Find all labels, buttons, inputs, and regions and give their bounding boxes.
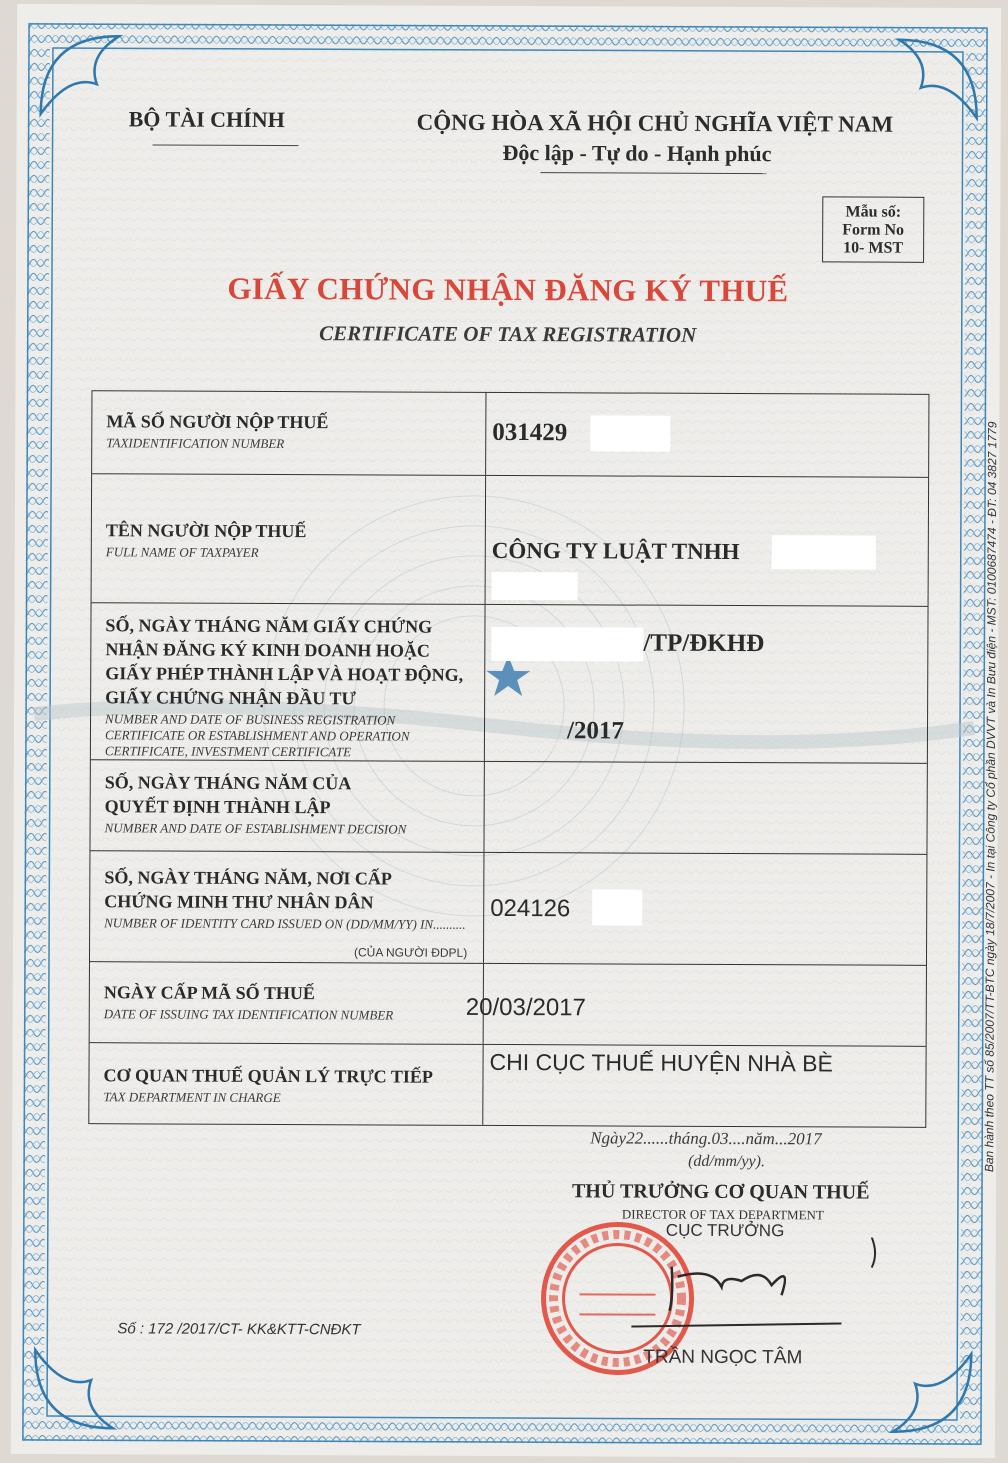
label-vi: SỐ, NGÀY THÁNG NĂM, NƠI CẤP CHỨNG MINH THƯ NHÂN DÂN [104,867,391,913]
label-vi: SỐ, NGÀY THÁNG NĂM GIẤY CHỨNG NHẬN ĐĂNG KÝ KINH DOANH HOẶC GIẤY PHÉP THÀNH LẬP VÀ HOẠT ĐỘNG, GIẤY CHỨNG NHẬN ĐẦU TƯ [105,615,464,709]
signer-name: TRẦN NGỌC TÂM [643,1346,803,1369]
label-en: FULL NAME OF TAXPAYER [105,544,259,560]
row-establishment-decision [90,760,926,855]
label-cell [92,391,486,475]
value-cell [483,1045,925,1127]
redaction-block [491,627,643,662]
date-format: (dd/mm/yy). [688,1152,766,1171]
chief-title: CỤC TRƯỞNG [665,1220,785,1241]
row-tax-department [89,1043,925,1127]
row-issue-date [90,962,926,1047]
form-number-line3: 10- MST [843,239,904,257]
label-cell [92,474,487,604]
label-en: NUMBER OF IDENTITY CARD ISSUED ON (DD/MM/YY) IN.......... [104,915,466,932]
label-en: DATE OF ISSUING TAX IDENTIFICATION NUMBER [103,1006,394,1023]
id-card-value: 024126 [490,894,571,923]
form-number-line2: Form No [842,221,905,239]
value-cell [484,762,926,854]
label-vi: SỐ, NGÀY THÁNG NĂM CỦA QUYẾT ĐỊNH THÀNH LẬP [104,772,351,818]
value-cell [486,476,929,606]
business-reg-date-value: /2017 [566,717,625,745]
label-cell [90,962,484,1044]
tax-id-value: 031429 [492,418,568,447]
serial-number: Số : 172 /2017/CT- KK&KTT-CNĐKT [117,1320,361,1339]
taxpayer-name-value: CÔNG TY LUẬT TNHH [491,537,740,565]
value-cell [485,605,928,763]
row-identity-card [90,851,926,966]
label-vi: CƠ QUAN THUẾ QUẢN LÝ TRỰC TIẾP [103,1065,433,1087]
redaction-block [772,535,876,569]
label-cell [90,760,484,852]
label-vi: TÊN NGƯỜI NỘP THUẾ [105,520,307,542]
director-title-en: DIRECTOR OF TAX DEPARTMENT [621,1206,824,1223]
value-cell [486,393,928,477]
label-en: NUMBER AND DATE OF BUSINESS REGISTRATION CERTIFICATE OR ESTABLISHMENT AND OPERATION CERTIFICATE, INVESTMENT CERTIFICATE [104,711,410,760]
registration-table [88,390,929,1128]
label-en: TAX DEPARTMENT IN CHARGE [103,1089,281,1106]
form-number-line1: Mẫu số: [845,203,902,221]
label-cell [89,1043,483,1125]
label-vi: NGÀY CẤP MÃ SỐ THUẾ [103,982,315,1004]
title-english: CERTIFICATE OF TAX REGISTRATION [319,321,697,347]
certificate-page [11,4,1001,1458]
row-tax-id [92,391,928,478]
republic-name: CỘNG HÒA XÃ HỘI CHỦ NGHĨA VIỆT NAM [416,109,894,137]
label-en: TAXIDENTIFICATION NUMBER [106,435,285,452]
redaction-block [592,889,642,925]
redaction-block [590,415,670,451]
label-vi: MÃ SỐ NGƯỜI NỘP THUẾ [106,411,329,433]
row-business-registration [91,603,928,764]
issue-date-value: 20/03/2017 [465,993,586,1022]
form-number-box [822,196,924,262]
redaction-block [492,572,578,600]
ministry-name: BỘ TÀI CHÍNH [128,106,285,133]
national-motto: Độc lập - Tự do - Hạnh phúc [502,139,772,167]
row-taxpayer-name [92,474,929,607]
title-vietnamese: GIẤY CHỨNG NHẬN ĐĂNG KÝ THUẾ [227,270,789,309]
printing-note: Ban hành theo TT số 85/2007/TT-BTC ngày 18/7/2007 - In tại Công ty Cổ phần DVVT và In Bưu điện - MST: 0100687474 - ĐT: 04 3827 1779 [982,421,1000,1173]
signing-date: Ngày22......tháng.03....năm...2017 [590,1128,822,1149]
tax-department-value: CHI CỤC THUẾ HUYỆN NHÀ BÈ [489,1048,833,1077]
label-cell [90,851,484,963]
label-cell [91,603,486,761]
legal-rep-note: (CỦA NGƯỜI ĐDPL) [354,945,468,960]
business-reg-number-value: /TP/ĐKHĐ [643,629,765,658]
label-en: NUMBER AND DATE OF ESTABLISHMENT DECISION [104,820,407,837]
value-cell [484,853,926,965]
value-cell [465,964,926,1046]
director-title-vi: THỦ TRƯỞNG CƠ QUAN THUẾ [571,1180,870,1204]
